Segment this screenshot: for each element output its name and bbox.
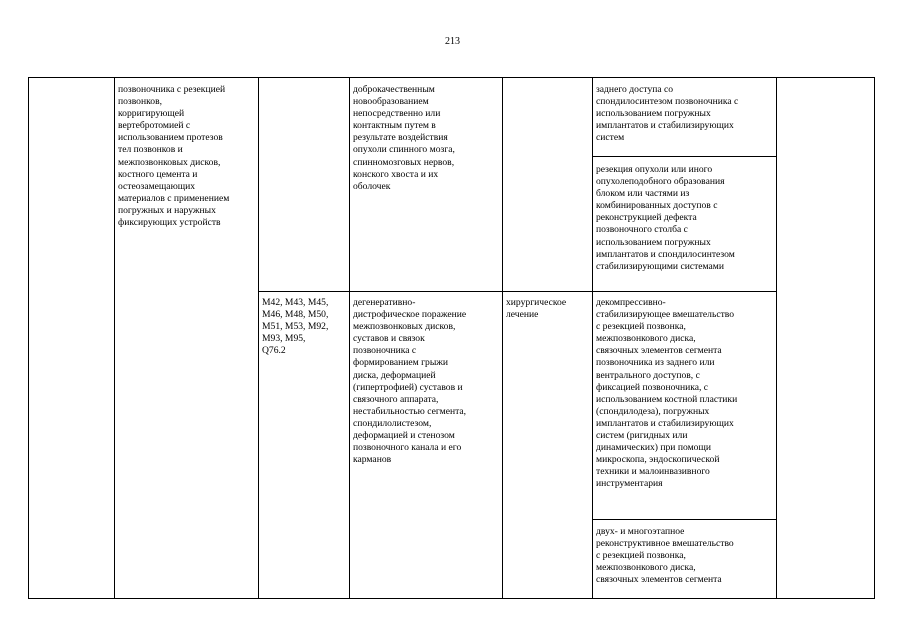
cell-disease-description-1: доброкачественным новообразованием непосредственно или контактным путем в результате воздействия опухоли спинного мозга, спинномозговых нервов, конского хвоста и их оболочек (353, 84, 455, 192)
cell-procedure-description: позвоночника с резекцией позвонков, корригирующей вертебротомией с использованием протезов тел позвонков и межпозвонковых дисков, костного цемента и остеозамещающих материалов с применением погружных и наружных фиксирующих устройств (118, 84, 230, 229)
cell-treatment-method-2b: двух- и многоэтапное реконструктивное вмешательство с резекцией позвонка, межпозвонкового диска, связочных элементов сегмента (596, 526, 734, 586)
cell-treatment-method-2a: декомпрессивно- стабилизирующее вмешательство с резекцией позвонка, межпозвонкового диска, связочных элементов сегмента позвоночника из заднего или вентрального доступов, с фиксацией позвоночника, с использованием костной пластики (спондилодеза), погружных имплантатов и стабилизирующих систем (ригидных или динамических) при помощи микроскопа, эндоскопической техники и малоинвазивного инструментария (596, 297, 738, 490)
table-right-border (874, 77, 875, 599)
cell-disease-description-2: дегенеративно- дистрофическое поражение межпозвонковых дисков, суставов и связок позвоночника с формированием грыжи диска, деформацией (гипертрофией) суставов и связочного аппарата, нестабильностью сегмента, спондилолистезом, деформацией и стенозом позвоночного канала и его карманов (353, 297, 467, 466)
cell-treatment-method-1a: заднего доступа со спондилосинтезом позвоночника с использованием погружных имплантатов и стабилизирующих систем (596, 84, 739, 144)
table-top-border (28, 77, 875, 78)
column-divider-3 (349, 77, 350, 599)
column-divider-1 (114, 77, 115, 599)
row-divider-method-2 (592, 519, 777, 520)
page-number: 213 (445, 36, 460, 47)
table-bottom-border (28, 598, 875, 599)
cell-icd-codes: M42, M43, M45, M46, M48, M50, M51, M53, M92, M93, M95, Q76.2 (262, 297, 329, 357)
cell-treatment-type: хирургическое лечение (506, 297, 567, 321)
column-divider-4 (502, 77, 503, 599)
row-divider-main (258, 291, 777, 292)
row-divider-method-1 (592, 156, 777, 157)
column-divider-2 (258, 77, 259, 599)
table-left-border (28, 77, 29, 599)
cell-treatment-method-1b: резекция опухоли или иного опухолеподобного образования блоком или частями из комбинированных доступов с реконструкцией дефекта позвоночного столба с использованием погружных имплантатов и спондилосинтезом стабилизирующими системами (596, 164, 735, 272)
